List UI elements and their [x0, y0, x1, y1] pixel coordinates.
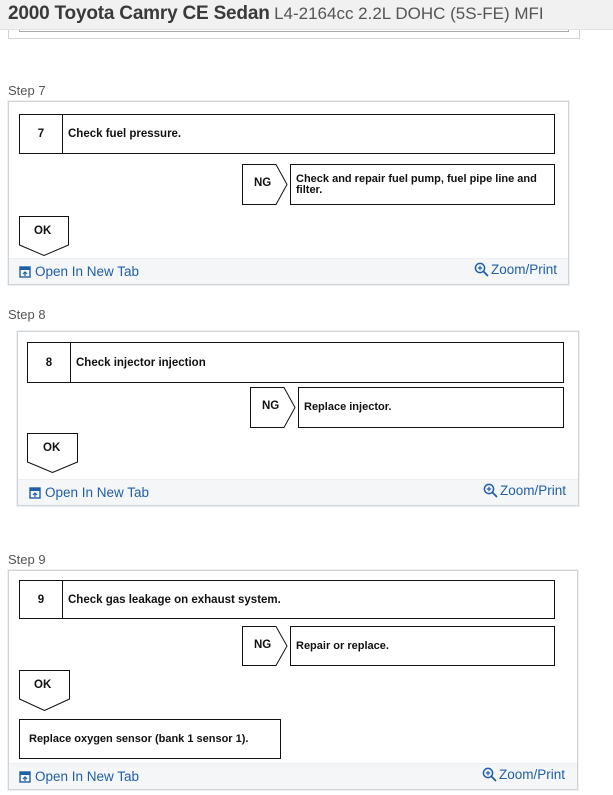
open-new-tab-icon	[19, 266, 31, 278]
check-text: Check injector injection	[76, 356, 206, 369]
check-text: Check fuel pressure.	[68, 128, 182, 140]
ok-action-box	[19, 719, 281, 759]
zoom-print-label: Zoom/Print	[500, 483, 567, 498]
ng-arrow	[242, 626, 288, 666]
ok-action-text: Replace oxygen sensor (bank 1 sensor 1).	[29, 732, 249, 745]
ng-arrow	[242, 164, 288, 205]
ng-action-text: Repair or replace.	[296, 639, 389, 652]
check-box	[27, 342, 564, 383]
zoom-print-link[interactable]	[482, 767, 565, 782]
ng-label: NG	[254, 177, 272, 189]
step-label: Step 7	[8, 83, 46, 98]
ok-label: OK	[34, 225, 52, 237]
step-7-card	[8, 101, 569, 285]
check-text: Check gas leakage on exhaust system.	[68, 593, 281, 606]
engine-subtitle: L4-2164cc 2.2L DOHC (5S-FE) MFI	[274, 4, 544, 23]
ng-arrow	[250, 387, 296, 428]
step-number: 7	[20, 115, 63, 153]
open-new-tab-icon	[29, 487, 41, 499]
step-number: 9	[20, 581, 63, 618]
open-in-new-tab-label: Open In New Tab	[35, 769, 140, 784]
step-8-card	[17, 331, 579, 506]
zoom-print-link[interactable]	[483, 483, 566, 498]
ok-label: OK	[43, 442, 61, 454]
ng-action-text: Check and repair fuel pump, fuel pipe line and filter.	[296, 172, 537, 196]
open-in-new-tab-label: Open In New Tab	[45, 485, 150, 500]
zoom-print-link[interactable]	[474, 262, 557, 277]
ng-label: NG	[254, 639, 272, 651]
ok-arrow	[19, 216, 69, 256]
open-in-new-tab-label: Open In New Tab	[35, 264, 140, 279]
zoom-print-label: Zoom/Print	[499, 767, 566, 782]
page-header	[0, 0, 613, 30]
vehicle-title: 2000 Toyota Camry CE Sedan	[8, 3, 270, 24]
check-box	[19, 114, 555, 154]
ng-action-box	[298, 387, 564, 428]
ng-action-text: Replace injector.	[304, 401, 392, 413]
step-number: 8	[28, 343, 71, 382]
open-in-new-tab-link[interactable]	[19, 264, 139, 279]
zoom-in-icon	[483, 483, 498, 498]
step-label: Step 8	[8, 307, 46, 322]
zoom-in-icon	[474, 262, 489, 277]
ok-label: OK	[34, 679, 52, 691]
step-label: Step 9	[8, 552, 46, 567]
ok-arrow	[19, 670, 70, 711]
ok-arrow	[27, 433, 78, 473]
zoom-print-label: Zoom/Print	[491, 262, 558, 277]
open-in-new-tab-link[interactable]	[19, 769, 139, 784]
open-new-tab-icon	[19, 771, 31, 783]
ng-action-box	[290, 626, 555, 666]
ng-label: NG	[262, 400, 280, 412]
open-in-new-tab-link[interactable]	[29, 485, 149, 500]
zoom-in-icon	[482, 767, 497, 782]
check-box	[19, 580, 555, 619]
ng-action-box	[290, 164, 555, 205]
step-9-card	[8, 570, 578, 790]
